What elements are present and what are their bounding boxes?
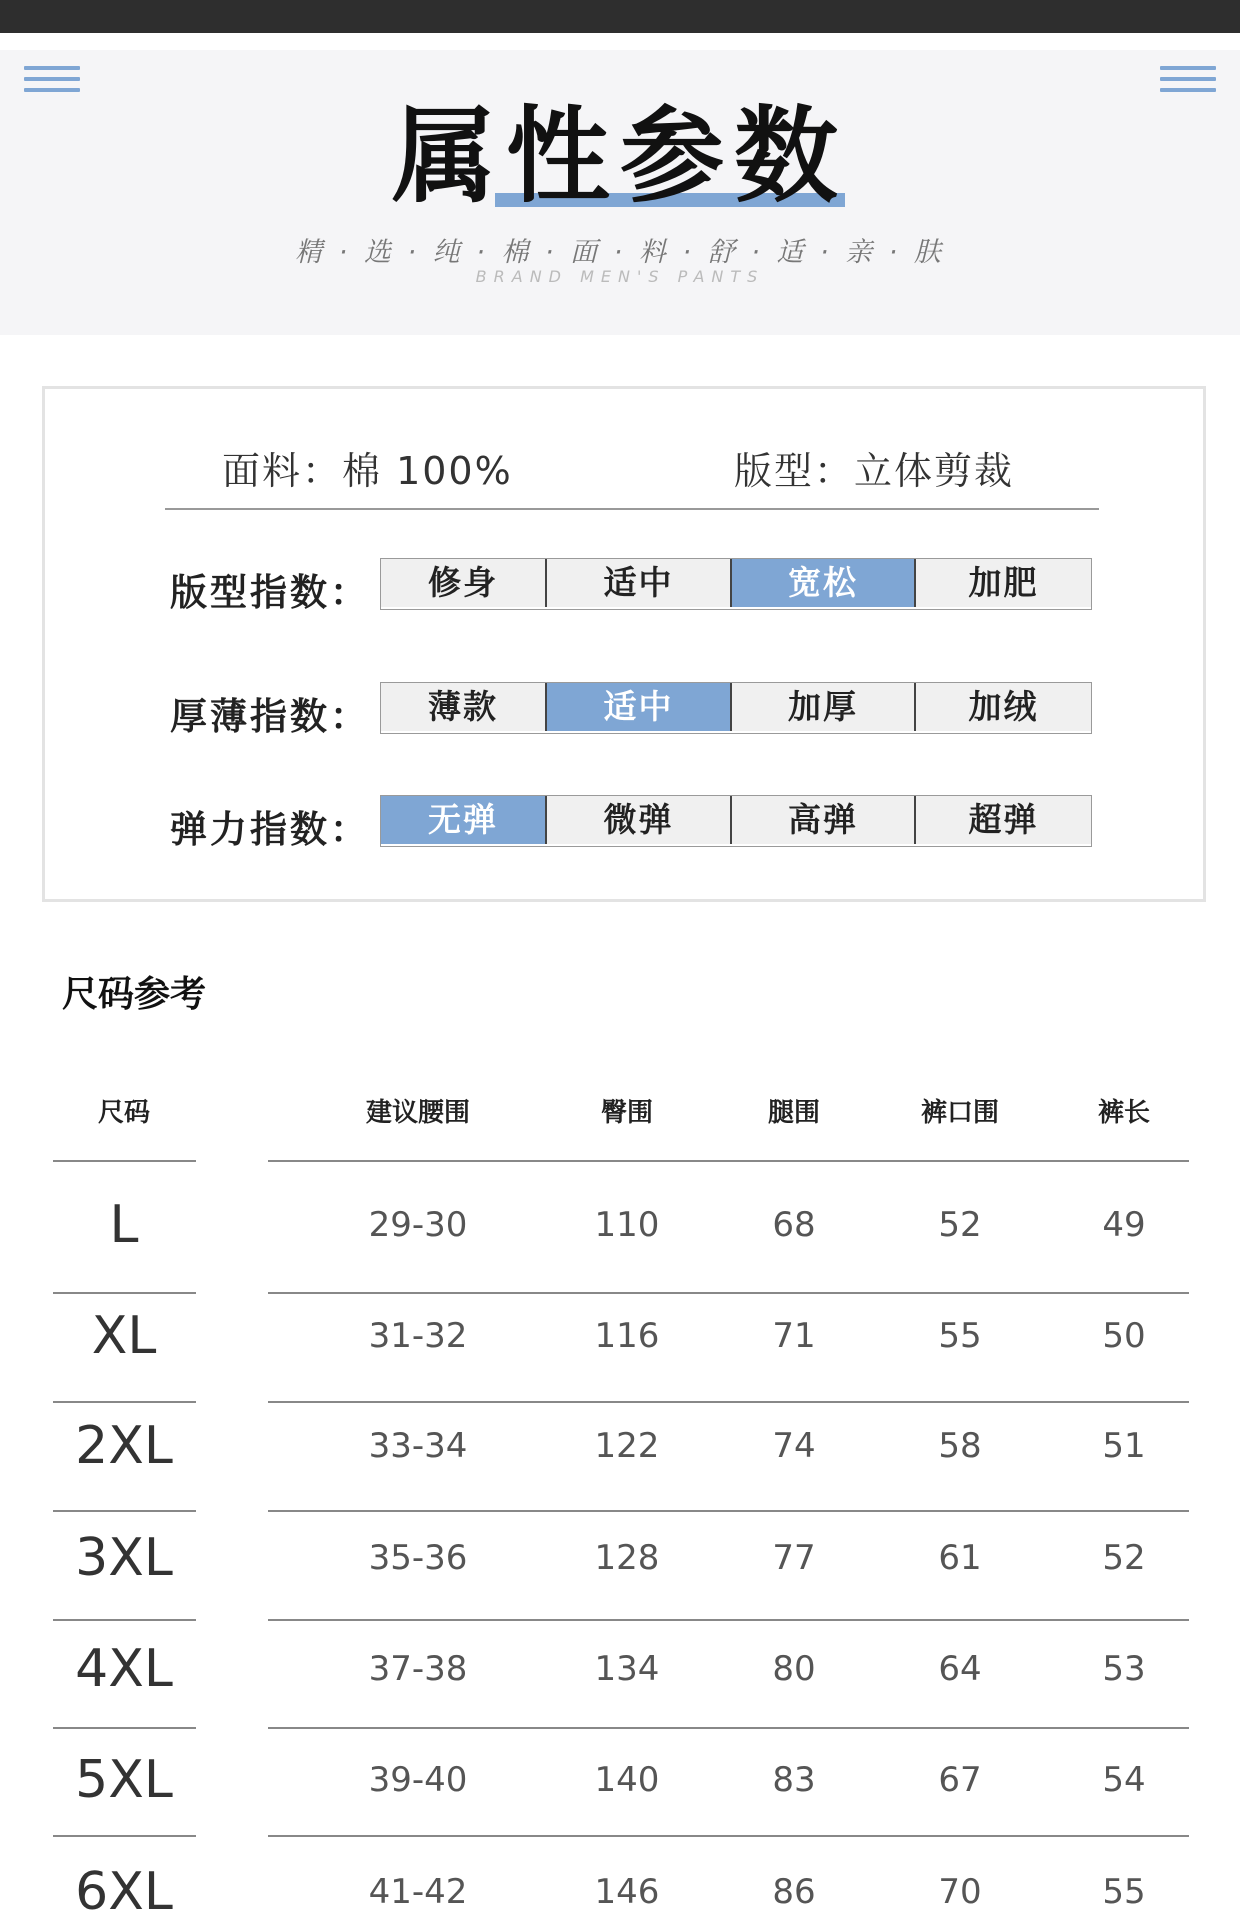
- size-measurement-cell: 39-40: [368, 1760, 468, 1800]
- size-measurement-cell: 67: [938, 1760, 982, 1800]
- table-row-divider: [268, 1835, 1189, 1837]
- size-measurement-cell: 58: [938, 1426, 982, 1466]
- attribute-option: 修身: [381, 559, 547, 607]
- size-measurement-cell: 49: [1102, 1205, 1146, 1245]
- size-measurement-cell: 68: [772, 1205, 816, 1245]
- attribute-row-label: 弹力指数：: [170, 808, 370, 851]
- attributes-divider: [165, 508, 1099, 510]
- size-column-divider: [53, 1401, 196, 1403]
- attribute-option: 加厚: [732, 683, 916, 731]
- attribute-option-selected: 适中: [547, 683, 732, 731]
- size-measurement-cell: 86: [772, 1872, 816, 1912]
- size-measurement-cell: 146: [594, 1872, 660, 1912]
- table-row-divider: [268, 1292, 1189, 1294]
- size-measurement-cell: 50: [1102, 1316, 1146, 1356]
- size-column-divider: [53, 1160, 196, 1162]
- table-row-divider: [268, 1619, 1189, 1621]
- size-label: 6XL: [75, 1862, 173, 1922]
- size-measurement-cell: 140: [594, 1760, 660, 1800]
- size-measurement-cell: 122: [594, 1426, 660, 1466]
- size-column-divider: [53, 1727, 196, 1729]
- size-measurement-cell: 134: [594, 1649, 660, 1689]
- attribute-segment-group: [380, 558, 1092, 610]
- size-measurement-cell: 37-38: [368, 1649, 468, 1689]
- table-row-divider: [268, 1727, 1189, 1729]
- size-measurement-cell: 55: [938, 1316, 982, 1356]
- title-wrap: [0, 95, 1240, 217]
- size-column-header: 尺码: [97, 1098, 150, 1128]
- size-measurement-cell: 70: [938, 1872, 982, 1912]
- size-measurement-cell: 54: [1102, 1760, 1146, 1800]
- size-measurement-cell: 41-42: [368, 1872, 468, 1912]
- size-label: 2XL: [75, 1416, 173, 1476]
- size-measurement-cell: 29-30: [368, 1205, 468, 1245]
- size-label: XL: [91, 1306, 157, 1366]
- attribute-option: 加绒: [916, 683, 1091, 731]
- attribute-option: 适中: [547, 559, 732, 607]
- attribute-row-label: 厚薄指数：: [170, 695, 370, 738]
- size-measurement-cell: 110: [594, 1205, 660, 1245]
- top-bar: [0, 0, 1240, 33]
- attribute-option: 高弹: [732, 796, 916, 844]
- size-label: 3XL: [75, 1528, 173, 1588]
- size-label: L: [109, 1195, 139, 1255]
- attribute-option: 超弹: [916, 796, 1091, 844]
- size-measurement-cell: 55: [1102, 1872, 1146, 1912]
- size-chart-heading: 尺码参考: [62, 974, 207, 1015]
- table-row-divider: [268, 1401, 1189, 1403]
- table-row-divider: [268, 1160, 1189, 1162]
- size-measurement-cell: 61: [938, 1538, 982, 1578]
- size-column-divider: [53, 1292, 196, 1294]
- attribute-row-label: 版型指数：: [170, 571, 370, 614]
- size-column-header: 裤口围: [920, 1098, 999, 1128]
- attribute-option: 加肥: [916, 559, 1091, 607]
- size-label: 4XL: [75, 1639, 173, 1699]
- size-measurement-cell: 128: [594, 1538, 660, 1578]
- attribute-option-selected: 宽松: [732, 559, 916, 607]
- size-measurement-cell: 52: [938, 1205, 982, 1245]
- size-column-divider: [53, 1510, 196, 1512]
- fabric-text: 面料：棉 100%: [222, 449, 513, 493]
- left-menu-icon[interactable]: [24, 66, 80, 96]
- right-menu-icon[interactable]: [1160, 66, 1216, 96]
- size-measurement-cell: 83: [772, 1760, 816, 1800]
- size-measurement-cell: 52: [1102, 1538, 1146, 1578]
- attribute-option-selected: 无弹: [381, 796, 547, 844]
- size-measurement-cell: 53: [1102, 1649, 1146, 1689]
- size-measurement-cell: 77: [772, 1538, 816, 1578]
- size-column-header: 裤长: [1097, 1098, 1150, 1128]
- table-row-divider: [268, 1510, 1189, 1512]
- size-measurement-cell: 116: [594, 1316, 660, 1356]
- size-measurement-cell: 51: [1102, 1426, 1146, 1466]
- size-measurement-cell: 31-32: [368, 1316, 468, 1356]
- size-column-header: 腿围: [767, 1098, 820, 1128]
- size-measurement-cell: 80: [772, 1649, 816, 1689]
- page-subtitle: 精 · 选 · 纯 · 棉 · 面 · 料 · 舒 · 适 · 亲 · 肤: [295, 237, 945, 268]
- size-measurement-cell: 71: [772, 1316, 816, 1356]
- attribute-segment-group: [380, 795, 1092, 847]
- size-column-divider: [53, 1835, 196, 1837]
- size-column-header: 建议腰围: [365, 1098, 470, 1128]
- page-title: 属性参数: [391, 95, 848, 217]
- attribute-option: 薄款: [381, 683, 547, 731]
- page-subtitle-english: BRAND MEN'S PANTS: [475, 267, 765, 286]
- attribute-segment-group: [380, 682, 1092, 734]
- size-column-divider: [53, 1619, 196, 1621]
- size-measurement-cell: 74: [772, 1426, 816, 1466]
- size-measurement-cell: 64: [938, 1649, 982, 1689]
- size-column-header: 臀围: [600, 1098, 653, 1128]
- size-measurement-cell: 35-36: [368, 1538, 468, 1578]
- size-label: 5XL: [75, 1750, 173, 1810]
- size-measurement-cell: 33-34: [368, 1426, 468, 1466]
- fit-type-text: 版型：立体剪裁: [734, 449, 1015, 493]
- attribute-option: 微弹: [547, 796, 732, 844]
